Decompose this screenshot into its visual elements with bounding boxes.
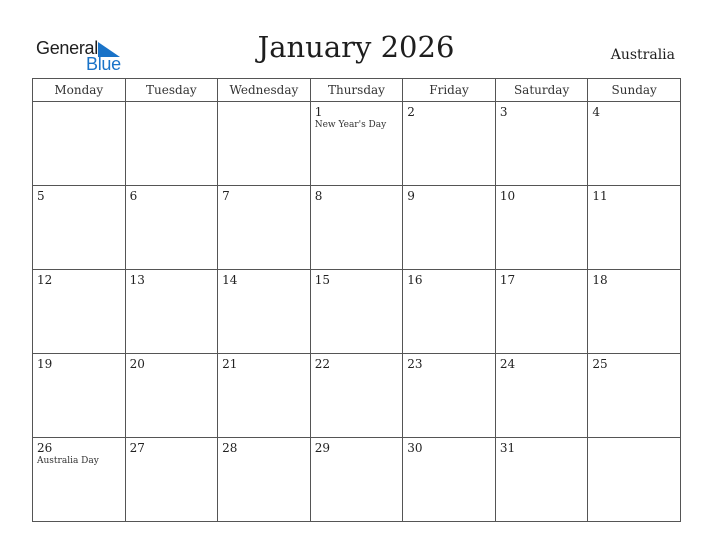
day-number: 11 (592, 189, 608, 203)
day-number: 22 (314, 357, 330, 371)
week-row (33, 186, 681, 270)
day-cell (495, 102, 588, 186)
day-cell (33, 270, 126, 354)
day-number: 26 (37, 441, 53, 455)
day-cell (588, 438, 681, 522)
day-number: 30 (407, 441, 423, 455)
day-number: 23 (407, 357, 423, 371)
day-cell (310, 186, 403, 270)
day-cell (588, 354, 681, 438)
day-cell (218, 186, 311, 270)
day-cell (588, 186, 681, 270)
day-cell (310, 438, 403, 522)
day-cell (125, 102, 218, 186)
day-number: 9 (407, 189, 415, 203)
day-number: 17 (499, 273, 516, 287)
day-number: 5 (37, 189, 45, 203)
day-cell (495, 438, 588, 522)
day-number: 10 (499, 189, 516, 203)
day-cell (218, 270, 311, 354)
day-number: 20 (129, 357, 145, 371)
day-cell (403, 354, 496, 438)
day-number: 12 (37, 273, 53, 287)
day-cell (588, 270, 681, 354)
day-number: 4 (592, 105, 601, 119)
day-number: 2 (407, 105, 415, 119)
calendar-grid (32, 78, 681, 522)
day-cell (218, 438, 311, 522)
day-number: 19 (37, 357, 53, 371)
day-number: 24 (499, 357, 516, 371)
week-row (33, 438, 681, 522)
day-number: 28 (222, 441, 238, 455)
day-cell (403, 438, 496, 522)
day-number: 21 (222, 357, 238, 371)
holiday-label: New Year's Day (314, 120, 387, 130)
day-cell (33, 354, 126, 438)
day-cell (218, 102, 311, 186)
day-cell (125, 186, 218, 270)
weekday-header: Thursday (310, 79, 403, 102)
day-number: 3 (499, 105, 508, 119)
day-cell (403, 270, 496, 354)
day-number: 8 (314, 189, 323, 203)
day-cell (125, 354, 218, 438)
day-cell (218, 354, 311, 438)
day-number: 14 (222, 273, 238, 287)
day-number: 16 (407, 273, 423, 287)
day-number: 15 (314, 273, 330, 287)
day-cell (588, 102, 681, 186)
day-cell (125, 438, 218, 522)
day-number: 25 (592, 357, 608, 371)
day-cell (310, 354, 403, 438)
day-cell (310, 270, 403, 354)
day-cell (495, 270, 588, 354)
day-number: 7 (222, 189, 230, 203)
day-number: 6 (129, 189, 138, 203)
day-number: 13 (129, 273, 145, 287)
holiday-label: Australia Day (37, 456, 99, 466)
day-number: 1 (314, 105, 323, 119)
week-row (33, 270, 681, 354)
weekday-header: Sunday (588, 79, 681, 102)
weekday-header: Wednesday (218, 79, 311, 102)
day-cell (33, 102, 126, 186)
day-cell (495, 186, 588, 270)
day-cell (125, 270, 218, 354)
day-cell (310, 102, 403, 186)
weekday-header: Monday (33, 79, 126, 102)
day-cell (403, 186, 496, 270)
day-cell (403, 102, 496, 186)
weekday-header: Tuesday (125, 79, 218, 102)
weekday-header: Friday (403, 79, 496, 102)
day-number: 27 (129, 441, 145, 455)
page-title: January 2026 (257, 30, 455, 64)
logo-text-blue: Blue (86, 54, 121, 74)
country-label: Australia (610, 47, 675, 63)
weekday-header-row (33, 79, 681, 102)
day-number: 18 (592, 273, 608, 287)
day-cell (33, 438, 126, 522)
logo-text-general: General (36, 38, 98, 58)
day-cell (495, 354, 588, 438)
weekday-header: Saturday (495, 79, 588, 102)
day-number: 29 (314, 441, 330, 455)
day-cell (33, 186, 126, 270)
week-row (33, 354, 681, 438)
day-number: 31 (499, 441, 516, 455)
week-row (33, 102, 681, 186)
